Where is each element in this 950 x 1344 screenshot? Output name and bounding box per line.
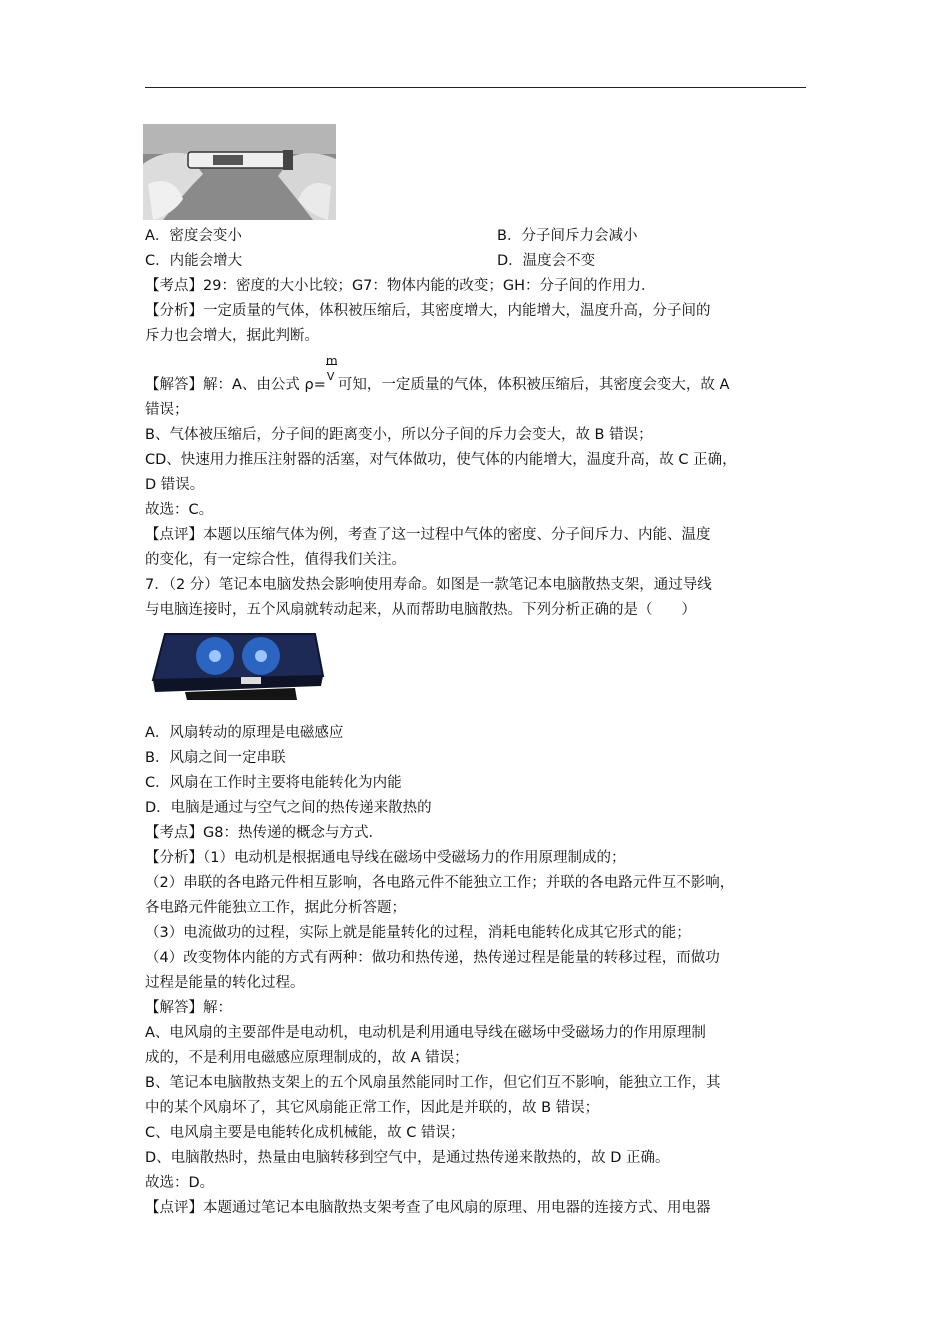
q7-stem-line1: 7．（2 分）笔记本电脑发热会影响使用寿命。如图是一款笔记本电脑散热支架，通过导线 [145, 577, 712, 593]
fraction-bar [326, 364, 337, 365]
q7-fenxi-line1: 【分析】（1）电动机是根据通电导线在磁场中受磁场力的作用原理制成的； [145, 850, 626, 866]
q7-stem-line2: 与电脑连接时，五个风扇就转动起来，从而帮助电脑散热。下列分析正确的是（ ） [145, 602, 696, 618]
fraction-numerator: m [325, 354, 338, 368]
q7-answer: 故选：D。 [145, 1175, 215, 1191]
q7-jieda-line1: A、电风扇的主要部件是电动机，电动机是利用通电导线在磁场中受磁场力的作用原理制 [145, 1025, 706, 1041]
q7-fenxi-line2: （2）串联的各电路元件相互影响，各电路元件不能独立工作；并联的各电路元件互不影响， [145, 875, 735, 891]
density-fraction [325, 354, 338, 395]
q6-fenxi-line1: 【分析】一定质量的气体，体积被压缩后，其密度增大，内能增大，温度升高，分子间的 [145, 303, 711, 319]
q7-option-d: D．电脑是通过与空气之间的热传递来散热的 [145, 800, 432, 816]
q7-kaodian: 【考点】G8：热传递的概念与方式． [145, 825, 383, 841]
syringe-photo [143, 124, 336, 220]
q6-fenxi-line2: 斥力也会增大，据此判断。 [145, 328, 319, 344]
q7-fenxi-line3: 各电路元件能独立工作，据此分析答题； [145, 900, 406, 916]
q7-fenxi-line4: （3）电流做功的过程，实际上就是能量转化的过程，消耗电能转化成其它形式的能； [145, 925, 691, 941]
cooling-pad-photo [145, 630, 325, 702]
q7-jieda-line3: B、笔记本电脑散热支架上的五个风扇虽然能同时工作，但它们互不影响，能独立工作，其 [145, 1075, 721, 1091]
q6-option-c: C．内能会增大 [145, 253, 243, 269]
q6-jieda-line2: 错误； [145, 402, 189, 418]
q7-option-c: C．风扇在工作时主要将电能转化为内能 [145, 775, 402, 791]
q6-option-b: B．分子间斥力会减小 [497, 228, 638, 244]
q6-kaodian: 【考点】29：密度的大小比较；G7：物体内能的改变；GH：分子间的作用力． [145, 278, 656, 294]
q6-option-d: D．温度会不变 [497, 253, 596, 269]
q7-dianping-line1: 【点评】本题通过笔记本电脑散热支架考查了电风扇的原理、用电器的连接方式、用电器 [145, 1200, 711, 1216]
q6-jieda-line1 [145, 354, 730, 395]
q6-answer: 故选：C。 [145, 502, 214, 518]
jieda-prefix: 【解答】解：A、由公式 ρ= [145, 377, 326, 393]
q7-jieda-heading: 【解答】解： [145, 1000, 232, 1016]
q7-fenxi-line6: 过程是能量的转化过程。 [145, 975, 305, 991]
q7-jieda-line5: C、电风扇主要是电能转化成机械能，故 C 错误； [145, 1125, 465, 1141]
q7-jieda-line2: 成的，不是利用电磁感应原理制成的，故 A 错误； [145, 1050, 469, 1066]
q7-option-a: A．风扇转动的原理是电磁感应 [145, 725, 344, 741]
q7-fenxi-line5: （4）改变物体内能的方式有两种：做功和热传递，热传递过程是能量的转移过程，而做功 [145, 950, 720, 966]
q6-dianping-line1: 【点评】本题以压缩气体为例，考查了这一过程中气体的密度、分子间斥力、内能、温度 [145, 527, 711, 543]
q6-jieda-line3: B、气体被压缩后，分子间的距离变小，所以分子间的斥力会变大，故 B 错误； [145, 427, 653, 443]
header-rule [145, 87, 806, 88]
q7-jieda-line4: 中的某个风扇坏了，其它风扇能正常工作，因此是并联的，故 B 错误； [145, 1100, 600, 1116]
q6-jieda-line5: D 错误。 [145, 477, 205, 493]
q6-option-a: A．密度会变小 [145, 228, 242, 244]
q6-dianping-line2: 的变化，有一定综合性，值得我们关注。 [145, 552, 406, 568]
jieda-suffix: 可知，一定质量的气体，体积被压缩后，其密度会变大，故 A [337, 377, 730, 393]
q7-option-b: B．风扇之间一定串联 [145, 750, 286, 766]
fraction-denominator: V [326, 370, 335, 383]
q7-jieda-line6: D、电脑散热时，热量由电脑转移到空气中，是通过热传递来散热的，故 D 正确。 [145, 1150, 670, 1166]
q6-jieda-line4: CD、快速用力推压注射器的活塞，对气体做功，使气体的内能增大，温度升高，故 C 正确， [145, 452, 737, 468]
